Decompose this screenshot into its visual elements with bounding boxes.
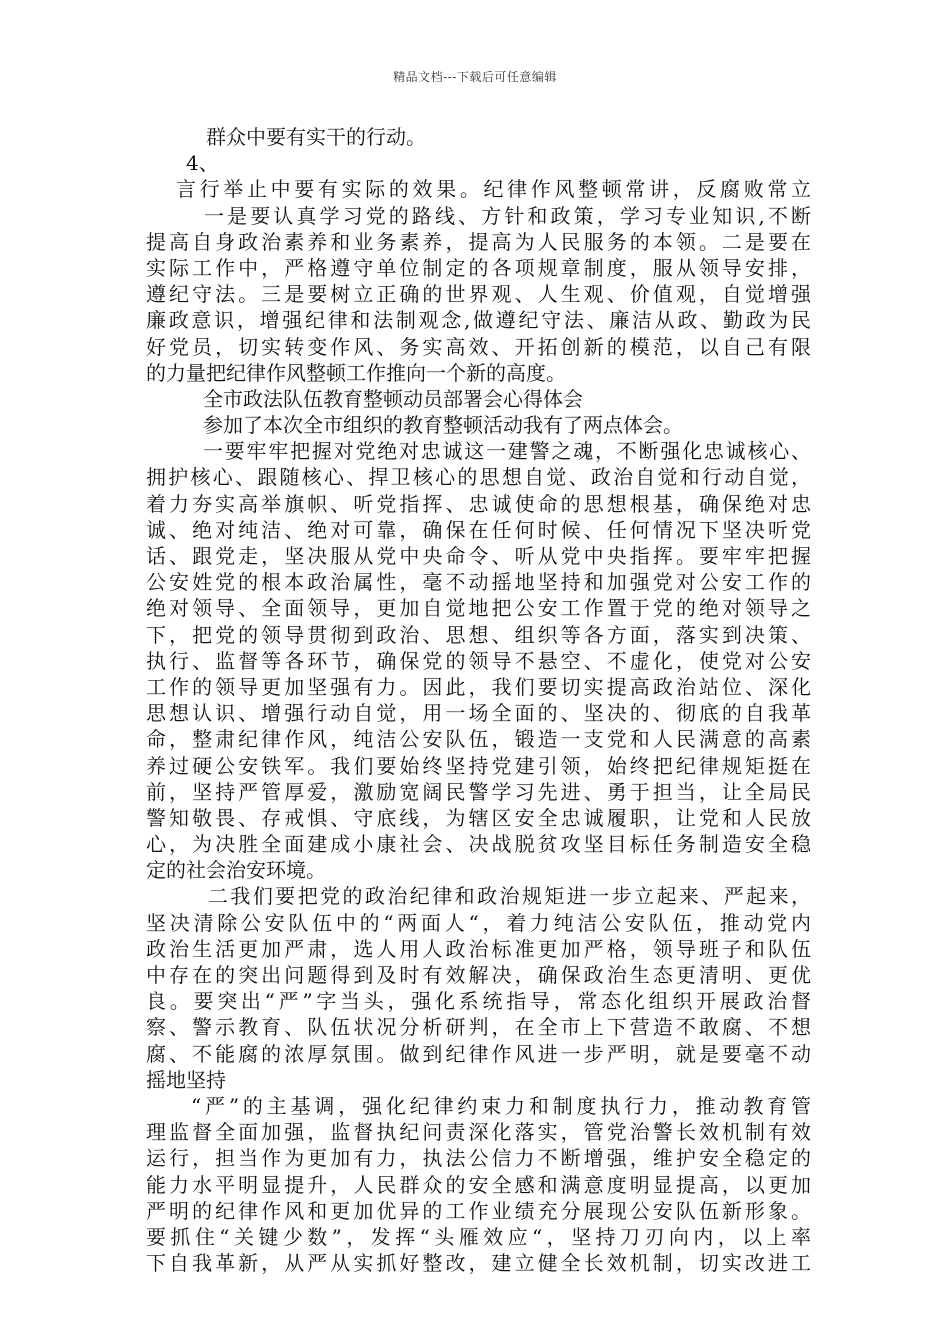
text-line: 拥护核心、跟随核心、捍卫核心的思想自觉、政治自觉和行动自觉， [146,465,811,490]
text-line: 遵纪守法。三是要树立正确的世界观、人生观、价值观，自觉增强 [146,282,811,307]
page-header: 精品文档---下载后可任意编辑 [393,70,557,84]
text-line: 绝对领导、全面领导，更加自觉地把公安工作置于党的绝对领导之 [146,596,811,621]
text-line: 中存在的突出问题得到及时有效解决，确保政治生态更清明、更优 [146,963,811,987]
text-line: 执行、监督等各环节，确保党的领导不悬空、不虚化，使党对公安 [146,648,811,673]
text-line: 4、 [186,151,219,176]
text-line: 提高自身政治素养和业务素养，提高为人民服务的本领。二是要在 [146,229,811,254]
text-line: 参加了本次全市组织的教育整顿活动我有了两点体会。 [203,413,683,438]
text-line: 定的社会治安环境。 [146,858,326,883]
text-line: 要抓住“关键少数”，发挥“头雁效应“，坚持刀刃向内，以上率 [146,1224,811,1249]
text-line: 良。要突出“严”字当头，强化系统指导，常态化组织开展政治督 [146,989,811,1014]
text-line: 诚、绝对纯洁、绝对可靠，确保在任何时候、任何情况下坚决听党 [146,517,811,542]
text-line: 思想认识、增强行动自觉，用一场全面的、坚决的、彻底的自我革 [146,701,811,726]
text-line: 政治生活更加严肃，选人用人政治标准更加严格，领导班子和队伍 [146,936,811,961]
text-line: “严”的主基调，强化纪律约束力和制度执行力，推动教育管 [191,1093,811,1118]
text-line: 公安姓党的根本政治属性，毫不动摇地坚持和加强党对公安工作的 [146,570,811,595]
text-line: 运行，担当作为更加有力，执法公信力不断增强，维护安全稳定的 [146,1146,811,1171]
text-line: 心，为决胜全面建成小康社会、决战脱贫攻坚目标任务制造安全稳 [146,832,811,857]
text-line: 下，把党的领导贯彻到政治、思想、组织等各方面，落实到决策、 [146,622,811,647]
text-line: 一要牢牢把握对党绝对忠诚这一建警之魂，不断强化忠诚核心、 [203,439,811,464]
text-line: 一是要认真学习党的路线、方针和政策，学习专业知识,不断 [204,203,811,228]
text-line: 下自我革新，从严从实抓好整改，建立健全长效机制，切实改进工 [146,1251,811,1276]
text-line: 好党员，切实转变作风、务实高效、开拓创新的模范，以自己有限 [146,334,811,359]
text-line: 理监督全面加强，监督执纪问责深化落实，管党治警长效机制有效 [146,1120,811,1145]
text-line: 话、跟党走，坚决服从党中央命令、听从党中央指挥。要牢牢把握 [146,544,811,568]
text-line: 的力量把纪律作风整顿工作推向一个新的高度。 [146,360,566,385]
text-line: 警知敬畏、存戒惧、守底线，为辖区安全忠诚履职，让党和人民放 [146,805,811,830]
text-line: 二我们要把党的政治纪律和政治规矩进一步立起来、严起来， [208,884,811,909]
document-body [146,124,811,1276]
text-line: 摇地坚持 [146,1067,226,1092]
text-line: 实际工作中，严格遵守单位制定的各项规章制度，服从领导安排， [146,255,811,280]
text-line: 言行举止中要有实际的效果。纪律作风整顿常讲，反腐败常立 [176,177,811,202]
text-line: 前，坚持严管厚爱，激励宽阔民警学习先进、勇于担当，让全局民 [146,779,811,804]
text-line: 命，整肃纪律作风，纯洁公安队伍，锻造一支党和人民满意的高素 [146,727,811,752]
text-line: 能力水平明显提升，人民群众的安全感和满意度明显提高，以更加 [146,1172,811,1197]
text-line: 着力夯实高举旗帜、听党指挥、忠诚使命的思想根基，确保绝对忠 [146,491,811,516]
text-line: 养过硬公安铁军。我们要始终坚持党建引领，始终把纪律规矩挺在 [146,753,811,778]
text-line: 腐、不能腐的浓厚氛围。做到纪律作风进一步严明，就是要毫不动 [146,1041,811,1066]
text-line: 严明的纪律作风和更加优异的工作业绩充分展现公安队伍新形象。 [146,1198,811,1223]
text-line: 坚决清除公安队伍中的“两面人“，着力纯洁公安队伍，推动党内 [146,910,811,935]
section-heading: 全市政法队伍教育整顿动员部署会心得体会 [203,386,583,411]
text-line: 群众中要有实干的行动。 [206,125,426,149]
text-line: 廉政意识，增强纪律和法制观念,做遵纪守法、廉洁从政、勤政为民 [146,308,811,333]
text-line: 工作的领导更加坚强有力。因此，我们要切实提高政治站位、深化 [146,674,811,699]
text-line: 察、警示教育、队伍状况分析研判，在全市上下营造不敢腐、不想 [146,1015,811,1040]
